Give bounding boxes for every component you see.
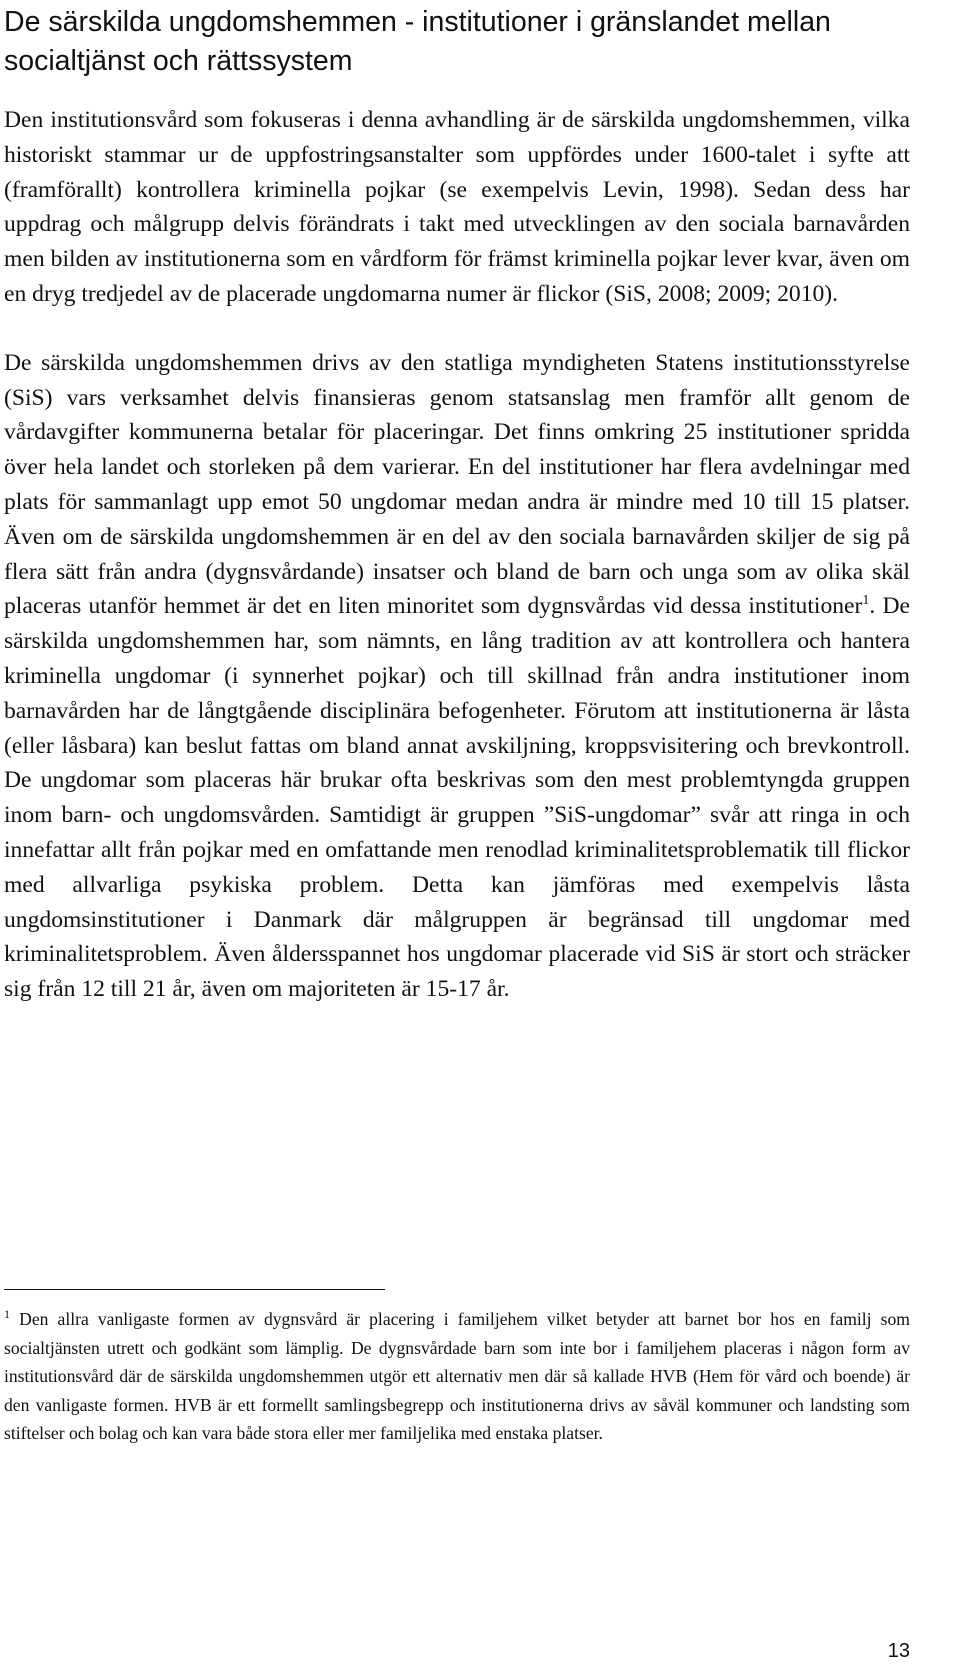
footnote-divider bbox=[4, 1289, 385, 1290]
footnote-text: Den allra vanligaste formen av dygnsvård är placering i familjehem vilket betyder att barnet bor hos en familj som socialtjänsten utrett och godkänt som lämplig. De dygnsvårdade barn som inte bor i familjehem placeras i någon form av institutionsvård där de särskilda ungdomshemmen utgör ett alternativ men där så kallade HVB (Hem för vård och boende) är den vanligaste formen. HVB är ett formellt samlingsbegrepp och institutionerna drivs av såväl kommuner och landsting som stiftelser och bolag och kan vara både stora eller mer familjelika med enstaka platser. bbox=[4, 1309, 910, 1444]
paragraph-2 bbox=[4, 346, 910, 1007]
section-heading: De särskilda ungdomshemmen - institutioner i gränslandet mellan socialtjänst och rättssystem bbox=[4, 6, 831, 77]
paragraph-1: Den institutionsvård som fokuseras i denna avhandling är de särskilda ungdomshemmen, vilka historiskt stammar ur de uppfostringsanstalter som uppfördes under 1600-talet i syfte att (framförallt) kontrollera kriminella pojkar (se exempelvis Levin, 1998). Sedan dess har uppdrag och målgrupp delvis förändrats i takt med utvecklingen av den sociala barnavården men bilden av institutionerna som en vårdform för främst kriminella pojkar lever kvar, även om en dryg tredjedel av de placerade ungdomarna numer är flickor (SiS, 2008; 2009; 2010). bbox=[4, 107, 910, 307]
footnote-reference: 1 bbox=[862, 593, 870, 609]
document-page bbox=[4, 0, 910, 1667]
footnote-mark: 1 bbox=[4, 1307, 10, 1322]
page-number: 13 bbox=[887, 1640, 910, 1662]
footnote bbox=[4, 1305, 910, 1448]
paragraph-2-text-after-note: . De särskilda ungdomshemmen har, som nämnts, en lång tradition av att kontrollera och hantera kriminella ungdomar (i synnerhet pojkar) och till skillnad från andra institutioner inom barnavården har de långtgående disciplinära befogenheter. Förutom att institutionerna är låsta (eller låsbara) kan beslut fattas om bland annat avskiljning, kroppsvisitering och brevkontroll. De ungdomar som placeras här brukar ofta beskrivas som den mest problemtyngda gruppen inom barn- och ungdomsvården. Samtidigt är gruppen ”SiS-ungdomar” svår att ringa in och innefattar allt från pojkar med en omfattande men renodlad kriminalitetsproblematik till flickor med allvarliga psykiska problem. Detta kan jämföras med exempelvis låsta ungdomsinstitutioner i Danmark där målgruppen är begränsad till ungdomar med kriminalitetsproblem. Även åldersspannet hos ungdomar placerade vid SiS är stort och sträcker sig från 12 till 21 år, även om majoriteten är 15-17 år. bbox=[4, 593, 910, 1003]
paragraph-2-text-before-note: De särskilda ungdomshemmen drivs av den statliga myndigheten Statens institutionsstyrelse (SiS) vars verksamhet delvis finansieras genom statsanslag men framför allt genom de vårdavgifter kommunerna betalar för placeringar. Det finns omkring 25 institutioner spridda över hela landet och storleken på dem varierar. En del institutioner har flera avdelningar med plats för sammanlagt upp emot 50 ungdomar medan andra är mindre med 10 till 15 platser. Även om de särskilda ungdomshemmen är en del av den sociala barnavården skiljer de sig på flera sätt från andra (dygnsvårdande) insatser och bland de barn och unga som av olika skäl placeras utanför hemmet är det en liten minoritet som dygnsvårdas vid dessa institutioner bbox=[4, 349, 910, 620]
